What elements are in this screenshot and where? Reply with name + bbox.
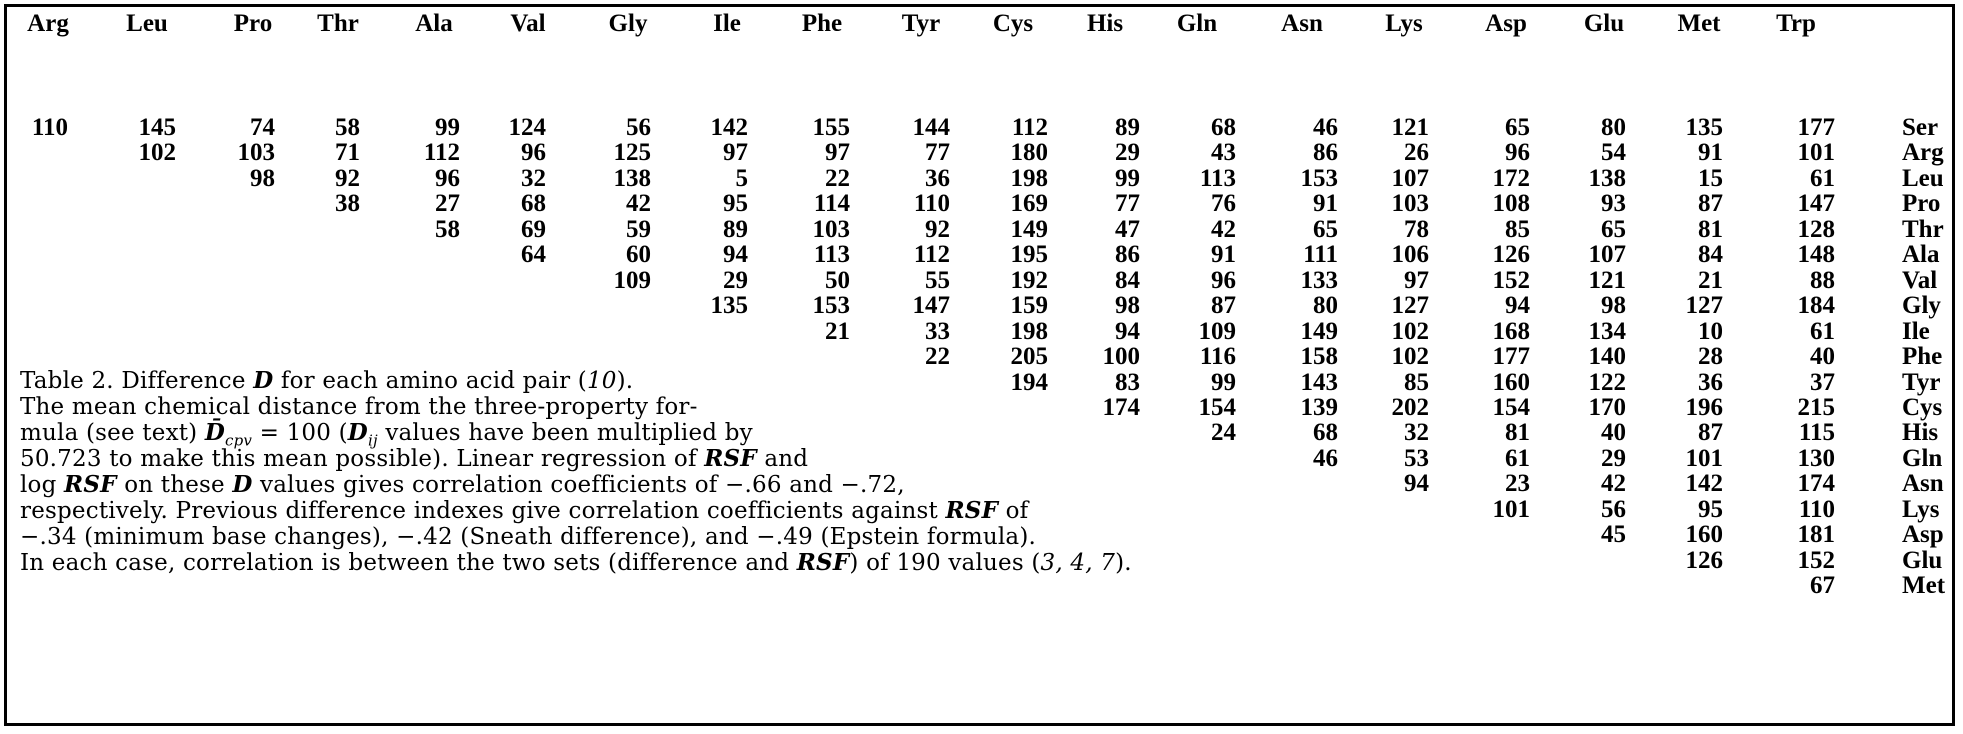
column-header-tyr: Tyr bbox=[901, 10, 941, 37]
table-cell: 26 bbox=[1404, 139, 1429, 166]
table-cell: 101 bbox=[1492, 496, 1530, 523]
row-label: Pro bbox=[1902, 190, 1941, 217]
table-cell: 74 bbox=[250, 114, 275, 141]
column-header-met: Met bbox=[1677, 10, 1721, 37]
caption-text: RSF bbox=[945, 497, 999, 524]
table-cell: 96 bbox=[435, 165, 460, 192]
table-cell: 46 bbox=[1313, 445, 1338, 472]
table-cell: 87 bbox=[1211, 292, 1236, 319]
table-cell: 67 bbox=[1810, 572, 1835, 599]
table-cell: 68 bbox=[1313, 419, 1338, 446]
caption-text: respectively. Previous difference indexes give correlation coefficients against bbox=[20, 498, 946, 524]
table-cell: 205 bbox=[1010, 343, 1048, 370]
table-cell: 60 bbox=[626, 241, 651, 268]
table-cell: 50 bbox=[825, 267, 850, 294]
table-cell: 113 bbox=[1199, 165, 1236, 192]
table-cell: 58 bbox=[435, 216, 460, 243]
row-label: Gln bbox=[1902, 445, 1943, 472]
table-cell: 142 bbox=[1685, 470, 1723, 497]
table-cell: 33 bbox=[925, 318, 950, 345]
caption-text: −.34 (minimum base changes), −.42 (Sneath difference), and −.49 (Epstein formula). bbox=[20, 524, 1037, 550]
table-cell: 215 bbox=[1797, 394, 1835, 421]
table-cell: 59 bbox=[626, 216, 651, 243]
caption-text: RSF bbox=[704, 445, 757, 472]
table-cell: 152 bbox=[1797, 547, 1835, 574]
row-label: His bbox=[1902, 419, 1939, 446]
caption-text: of bbox=[998, 498, 1029, 524]
table-cell: 115 bbox=[1798, 419, 1835, 446]
caption-text: D bbox=[253, 367, 274, 394]
table-cell: 158 bbox=[1300, 343, 1338, 370]
table-cell: 196 bbox=[1685, 394, 1723, 421]
table-cell: 91 bbox=[1211, 241, 1236, 268]
table-cell: 99 bbox=[1115, 165, 1140, 192]
caption-text: values have been multiplied by bbox=[377, 420, 753, 446]
column-header-gln: Gln bbox=[1176, 10, 1218, 37]
table-cell: 83 bbox=[1115, 369, 1140, 396]
table-cell: 109 bbox=[613, 267, 651, 294]
table-cell: 29 bbox=[1601, 445, 1626, 472]
caption-text: D bbox=[347, 419, 368, 446]
table-cell: 110 bbox=[31, 114, 68, 141]
table-cell: 22 bbox=[925, 343, 950, 370]
table-cell: 46 bbox=[1313, 114, 1338, 141]
column-header-thr: Thr bbox=[317, 10, 359, 37]
table-cell: 78 bbox=[1404, 216, 1429, 243]
table-cell: 160 bbox=[1492, 369, 1530, 396]
table-cell: 110 bbox=[1798, 496, 1835, 523]
table-cell: 110 bbox=[913, 190, 950, 217]
table-cell: 65 bbox=[1505, 114, 1530, 141]
row-label: Val bbox=[1902, 267, 1938, 294]
column-header-arg: Arg bbox=[27, 10, 69, 37]
table-cell: 148 bbox=[1797, 241, 1835, 268]
row-label: Cys bbox=[1902, 394, 1943, 421]
column-header-glu: Glu bbox=[1583, 10, 1625, 37]
table-cell: 87 bbox=[1698, 419, 1723, 446]
caption-text: ). bbox=[1115, 550, 1132, 576]
table-cell: 80 bbox=[1313, 292, 1338, 319]
table-cell: 85 bbox=[1404, 369, 1429, 396]
table-cell: 61 bbox=[1810, 165, 1835, 192]
table-cell: 23 bbox=[1505, 470, 1530, 497]
table-cell: 153 bbox=[812, 292, 850, 319]
table-cell: 126 bbox=[1492, 241, 1530, 268]
table-cell: 36 bbox=[1698, 369, 1723, 396]
table-cell: 111 bbox=[1303, 241, 1338, 268]
table-cell: 21 bbox=[1698, 267, 1723, 294]
table-cell: 149 bbox=[1300, 318, 1338, 345]
table-cell: 180 bbox=[1010, 139, 1048, 166]
table-cell: 174 bbox=[1102, 394, 1140, 421]
table-cell: 198 bbox=[1010, 165, 1048, 192]
table-cell: 126 bbox=[1685, 547, 1723, 574]
table-cell: 138 bbox=[613, 165, 651, 192]
caption-text: on these bbox=[116, 472, 233, 498]
table-cell: 160 bbox=[1685, 521, 1723, 548]
table-cell: 84 bbox=[1115, 267, 1140, 294]
column-header-ala: Ala bbox=[415, 10, 453, 37]
row-label: Ala bbox=[1902, 241, 1940, 268]
column-header-ile: Ile bbox=[713, 10, 741, 37]
table-cell: 174 bbox=[1797, 470, 1835, 497]
table-cell: 155 bbox=[812, 114, 850, 141]
table-cell: 192 bbox=[1010, 267, 1048, 294]
table-cell: 97 bbox=[825, 139, 850, 166]
table-cell: 113 bbox=[813, 241, 850, 268]
row-label: Gly bbox=[1902, 292, 1941, 319]
table-cell: 94 bbox=[1505, 292, 1530, 319]
table-cell: 43 bbox=[1211, 139, 1236, 166]
table-cell: 170 bbox=[1588, 394, 1626, 421]
table-cell: 65 bbox=[1601, 216, 1626, 243]
table-cell: 94 bbox=[723, 241, 748, 268]
table-cell: 142 bbox=[710, 114, 748, 141]
row-label: Tyr bbox=[1902, 369, 1941, 396]
table-cell: 100 bbox=[1102, 343, 1140, 370]
table-cell: 89 bbox=[723, 216, 748, 243]
row-label: Arg bbox=[1902, 139, 1944, 166]
table-cell: 101 bbox=[1797, 139, 1835, 166]
table-cell: 202 bbox=[1391, 394, 1429, 421]
table-cell: 94 bbox=[1404, 470, 1429, 497]
table-cell: 106 bbox=[1391, 241, 1429, 268]
table-cell: 37 bbox=[1810, 369, 1835, 396]
table-cell: 27 bbox=[435, 190, 460, 217]
table-frame bbox=[4, 4, 1955, 726]
table-cell: 98 bbox=[1115, 292, 1140, 319]
table-cell: 114 bbox=[813, 190, 850, 217]
table-cell: 40 bbox=[1810, 343, 1835, 370]
row-label: Met bbox=[1902, 572, 1946, 599]
table-cell: 42 bbox=[1211, 216, 1236, 243]
table-cell: 68 bbox=[521, 190, 546, 217]
table-cell: 195 bbox=[1010, 241, 1048, 268]
table-cell: 55 bbox=[925, 267, 950, 294]
table-cell: 28 bbox=[1698, 343, 1723, 370]
table-cell: 36 bbox=[925, 165, 950, 192]
table-cell: 125 bbox=[613, 139, 651, 166]
table-cell: 149 bbox=[1010, 216, 1048, 243]
table-cell: 102 bbox=[138, 139, 176, 166]
table-cell: 181 bbox=[1797, 521, 1835, 548]
row-label: Glu bbox=[1902, 547, 1943, 574]
column-header-pro: Pro bbox=[233, 10, 273, 37]
table-cell: 45 bbox=[1601, 521, 1626, 548]
row-label: Lys bbox=[1902, 496, 1940, 523]
caption-text: ) of 190 values ( bbox=[849, 550, 1041, 576]
table-cell: 29 bbox=[723, 267, 748, 294]
table-cell: 121 bbox=[1391, 114, 1429, 141]
column-header-trp: Trp bbox=[1776, 10, 1816, 37]
column-header-asp: Asp bbox=[1485, 10, 1527, 37]
table-cell: 68 bbox=[1211, 114, 1236, 141]
table-cell: 86 bbox=[1115, 241, 1140, 268]
caption-text: RSF bbox=[796, 549, 850, 576]
table-cell: 56 bbox=[626, 114, 651, 141]
column-header-cys: Cys bbox=[992, 10, 1034, 37]
table-cell: 24 bbox=[1211, 419, 1236, 446]
table-cell: 86 bbox=[1313, 139, 1338, 166]
table-cell: 154 bbox=[1492, 394, 1530, 421]
table-cell: 91 bbox=[1698, 139, 1723, 166]
table-cell: 65 bbox=[1313, 216, 1338, 243]
table-cell: 21 bbox=[825, 318, 850, 345]
column-header-leu: Leu bbox=[126, 10, 168, 37]
table-cell: 135 bbox=[710, 292, 748, 319]
table-cell: 29 bbox=[1115, 139, 1140, 166]
table-cell: 58 bbox=[335, 114, 360, 141]
table-cell: 32 bbox=[521, 165, 546, 192]
caption-text: 50.723 to make this mean possible). Linear regression of bbox=[20, 446, 705, 472]
table-cell: 93 bbox=[1601, 190, 1626, 217]
table-cell: 184 bbox=[1797, 292, 1835, 319]
table-cell: 95 bbox=[723, 190, 748, 217]
table-cell: 96 bbox=[521, 139, 546, 166]
table-cell: 64 bbox=[521, 241, 546, 268]
table-cell: 22 bbox=[825, 165, 850, 192]
caption-text: 10 bbox=[586, 368, 617, 394]
caption-text: = 100 ( bbox=[252, 420, 348, 446]
column-header-val: Val bbox=[510, 10, 546, 37]
table-cell: 128 bbox=[1797, 216, 1835, 243]
table-cell: 87 bbox=[1698, 190, 1723, 217]
table-cell: 97 bbox=[723, 139, 748, 166]
table-cell: 116 bbox=[1199, 343, 1236, 370]
caption-text: 3, 4, 7 bbox=[1040, 550, 1116, 576]
table-cell: 134 bbox=[1588, 318, 1626, 345]
caption-text: D̄ bbox=[204, 419, 226, 446]
table-cell: 15 bbox=[1698, 165, 1723, 192]
table-cell: 56 bbox=[1601, 496, 1626, 523]
table-cell: 101 bbox=[1685, 445, 1723, 472]
table-cell: 112 bbox=[913, 241, 950, 268]
table-cell: 107 bbox=[1588, 241, 1626, 268]
table-cell: 53 bbox=[1404, 445, 1429, 472]
table-cell: 112 bbox=[1011, 114, 1048, 141]
table-cell: 97 bbox=[1404, 267, 1429, 294]
table-cell: 121 bbox=[1588, 267, 1626, 294]
table-cell: 144 bbox=[912, 114, 950, 141]
table-cell: 91 bbox=[1313, 190, 1338, 217]
table-cell: 98 bbox=[250, 165, 275, 192]
table-cell: 81 bbox=[1505, 419, 1530, 446]
table-cell: 92 bbox=[335, 165, 360, 192]
caption-text: RSF bbox=[64, 471, 117, 498]
table-cell: 103 bbox=[237, 139, 275, 166]
table-cell: 138 bbox=[1588, 165, 1626, 192]
row-label: Asp bbox=[1902, 521, 1944, 548]
table-cell: 85 bbox=[1505, 216, 1530, 243]
table-cell: 77 bbox=[1115, 190, 1140, 217]
table-cell: 94 bbox=[1115, 318, 1140, 345]
row-label: Thr bbox=[1902, 216, 1944, 243]
table-cell: 102 bbox=[1391, 318, 1429, 345]
table-cell: 147 bbox=[1797, 190, 1835, 217]
table-cell: 95 bbox=[1698, 496, 1723, 523]
table-cell: 96 bbox=[1505, 139, 1530, 166]
caption-text: ). bbox=[616, 368, 634, 394]
caption-text: ij bbox=[367, 431, 378, 450]
caption-text: and bbox=[756, 446, 809, 472]
table-cell: 102 bbox=[1391, 343, 1429, 370]
table-cell: 107 bbox=[1391, 165, 1429, 192]
table-cell: 172 bbox=[1492, 165, 1530, 192]
table-cell: 127 bbox=[1685, 292, 1723, 319]
table-cell: 147 bbox=[912, 292, 950, 319]
table-cell: 133 bbox=[1300, 267, 1338, 294]
caption-text: The mean chemical distance from the three-property for- bbox=[20, 394, 698, 420]
table-cell: 140 bbox=[1588, 343, 1626, 370]
table-cell: 103 bbox=[812, 216, 850, 243]
table-cell: 61 bbox=[1505, 445, 1530, 472]
row-label: Phe bbox=[1902, 343, 1943, 370]
table-cell: 89 bbox=[1115, 114, 1140, 141]
table-cell: 96 bbox=[1211, 267, 1236, 294]
table-cell: 69 bbox=[521, 216, 546, 243]
caption-text: mula (see text) bbox=[20, 420, 205, 446]
caption-text: In each case, correlation is between the two sets (difference and bbox=[20, 550, 797, 576]
table-cell: 99 bbox=[1211, 369, 1236, 396]
caption-text: log bbox=[20, 472, 65, 498]
caption-line-8 bbox=[20, 548, 1132, 578]
table-cell: 40 bbox=[1601, 419, 1626, 446]
table-cell: 152 bbox=[1492, 267, 1530, 294]
table-cell: 5 bbox=[735, 165, 748, 192]
row-label: Asn bbox=[1902, 470, 1944, 497]
table-cell: 145 bbox=[138, 114, 176, 141]
table-cell: 61 bbox=[1810, 318, 1835, 345]
table-cell: 143 bbox=[1300, 369, 1338, 396]
table-cell: 127 bbox=[1391, 292, 1429, 319]
table-cell: 130 bbox=[1797, 445, 1835, 472]
table-cell: 194 bbox=[1010, 369, 1048, 396]
table-cell: 198 bbox=[1010, 318, 1048, 345]
table-cell: 84 bbox=[1698, 241, 1723, 268]
table-cell: 32 bbox=[1404, 419, 1429, 446]
column-header-his: His bbox=[1086, 10, 1124, 37]
table-cell: 47 bbox=[1115, 216, 1140, 243]
table-cell: 168 bbox=[1492, 318, 1530, 345]
column-header-lys: Lys bbox=[1385, 10, 1423, 37]
table-cell: 38 bbox=[335, 190, 360, 217]
caption-text: cpv bbox=[225, 431, 253, 450]
caption-text: Table 2. Difference bbox=[20, 368, 254, 394]
table-cell: 103 bbox=[1391, 190, 1429, 217]
table-cell: 108 bbox=[1492, 190, 1530, 217]
table-cell: 112 bbox=[423, 139, 460, 166]
table-cell: 76 bbox=[1211, 190, 1236, 217]
caption-text: values gives correlation coefficients of −.66 and −.72, bbox=[252, 472, 905, 498]
table-cell: 124 bbox=[508, 114, 546, 141]
table-cell: 153 bbox=[1300, 165, 1338, 192]
table-cell: 177 bbox=[1797, 114, 1835, 141]
table-cell: 81 bbox=[1698, 216, 1723, 243]
row-label: Ile bbox=[1902, 318, 1930, 345]
table-cell: 177 bbox=[1492, 343, 1530, 370]
table-cell: 88 bbox=[1810, 267, 1835, 294]
table-cell: 42 bbox=[1601, 470, 1626, 497]
row-label: Ser bbox=[1902, 114, 1939, 141]
row-label: Leu bbox=[1902, 165, 1944, 192]
column-header-phe: Phe bbox=[801, 10, 843, 37]
table-cell: 98 bbox=[1601, 292, 1626, 319]
column-header-gly: Gly bbox=[608, 10, 648, 37]
table-cell: 99 bbox=[435, 114, 460, 141]
table-cell: 92 bbox=[925, 216, 950, 243]
table-cell: 54 bbox=[1601, 139, 1626, 166]
table-cell: 135 bbox=[1685, 114, 1723, 141]
column-header-asn: Asn bbox=[1281, 10, 1323, 37]
table-cell: 77 bbox=[925, 139, 950, 166]
table-cell: 10 bbox=[1698, 318, 1723, 345]
table-cell: 139 bbox=[1300, 394, 1338, 421]
table-cell: 122 bbox=[1588, 369, 1626, 396]
table-cell: 80 bbox=[1601, 114, 1626, 141]
table-cell: 42 bbox=[626, 190, 651, 217]
table-cell: 169 bbox=[1010, 190, 1048, 217]
caption-text: D bbox=[232, 471, 253, 498]
table-cell: 159 bbox=[1010, 292, 1048, 319]
table-cell: 154 bbox=[1198, 394, 1236, 421]
table-cell: 109 bbox=[1198, 318, 1236, 345]
table-cell: 71 bbox=[335, 139, 360, 166]
caption-text: for each amino acid pair ( bbox=[273, 368, 587, 394]
